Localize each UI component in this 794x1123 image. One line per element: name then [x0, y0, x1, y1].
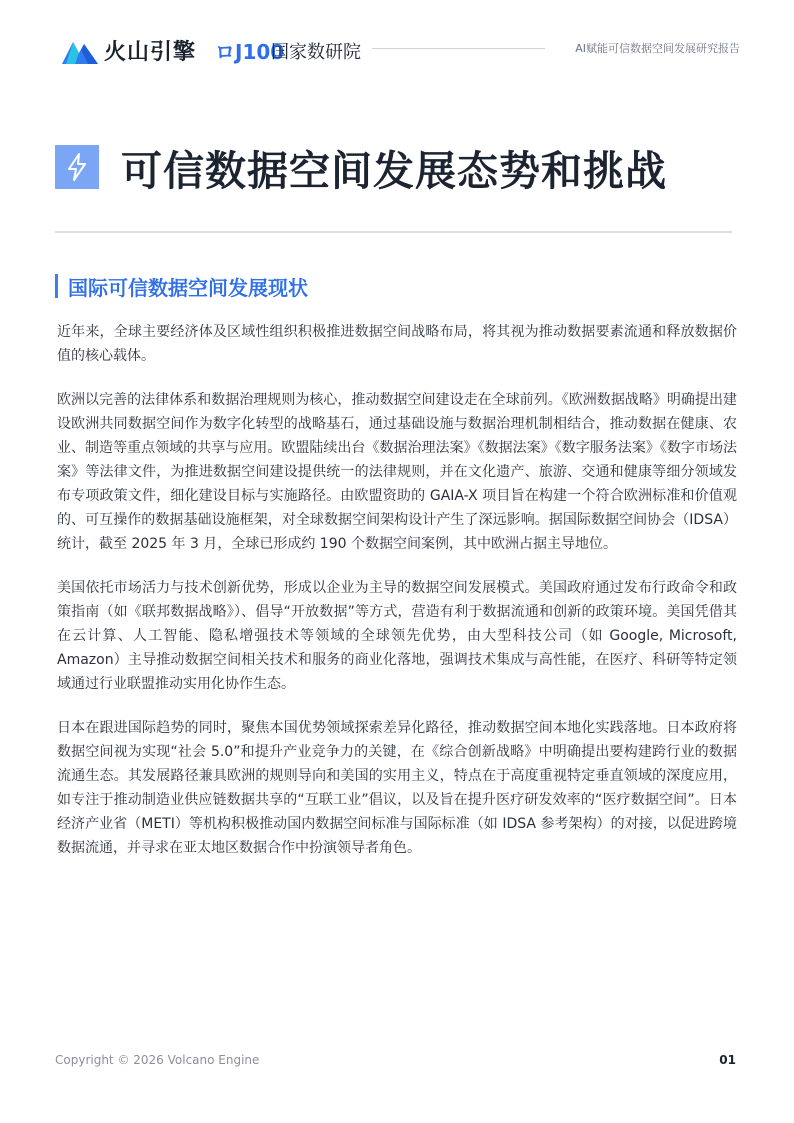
- page-title: 可信数据空间发展态势和挑战: [121, 146, 667, 195]
- report-title: AI赋能可信数据空间发展研究报告: [575, 42, 740, 55]
- mountain-logo-icon: [62, 36, 98, 64]
- header-divider: [372, 48, 545, 49]
- brand-secondary-name: 国家数研院: [271, 42, 361, 63]
- section-heading: [55, 273, 308, 299]
- paragraph-intro: 近年来，全球主要经济体及区域性组织积极推进数据空间战略布局，将其视为推动数据要素流通和释放数据价值的核心载体。: [57, 324, 737, 364]
- brand-primary-name: 火山引擎: [104, 39, 197, 65]
- section-accent-bar: [55, 274, 58, 298]
- page-title-row: [55, 144, 667, 195]
- paragraph-usa: 美国依托市场活力与技术创新优势，形成以企业为主导的数据空间发展模式。美国政府通过发布行政命令和政策指南（如《联邦数据战略》）、倡导“开放数据”等方式，营造有利于数据流通和创新的政策环境。美国凭借其在云计算、人工智能、隐私增强技术等领域的全球领先优势，由大型科技公司（如 Google, Microsoft, Amazon）主导推动数据空间相关技术和服务的商业化落地，强调技术集成与高性能，在医疗、科研等特定领域通过行业联盟推动实用化协作生态。: [57, 580, 737, 692]
- title-icon-box: [55, 145, 99, 189]
- paragraph-europe: 欧洲以完善的法律体系和数据治理规则为核心，推动数据空间建设走在全球前列。《欧洲数据战略》明确提出建设欧洲共同数据空间作为数字化转型的战略基石，通过基础设施与数据治理机制相结合，推动数据在健康、农业、制造等重点领域的共享与应用。欧盟陆续出台《数据治理法案》《数据法案》《数字服务法案》《数字市场法案》等法律文件，为推进数据空间建设提供统一的法律规则，并在文化遗产、旅游、交通和健康等细分领域发布专项政策文件，细化建设目标与实施路径。由欧盟资助的 GAIA-X 项目旨在构建一个符合欧洲标准和价值观的、可互操作的数据基础设施框架，对全球数据空间架构设计产生了深远影响。据国际数据空间协会（IDSA）统计，截至 2025 年 3 月，全球已形成约 190 个数据空间案例，其中欧洲占据主导地位。: [57, 392, 737, 552]
- title-divider: [55, 231, 732, 233]
- paragraph-japan: 日本在跟进国际趋势的同时，聚焦本国优势领域探索差异化路径，推动数据空间本地化实践落地。日本政府将数据空间视为实现“社会 5.0”和提升产业竞争力的关键，在《综合创新战略》中明确提出要构建跨行业的数据流通生态。其发展路径兼具欧洲的规则导向和美国的实用主义，特点在于高度重视特定垂直领域的深度应用，如专注于推动制造业供应链数据共享的“互联工业”倡议，以及旨在提升医疗研发效率的“医疗数据空间”。日本经济产业省（METI）等机构积极推动国内数据空间标准与国际标准（如 IDSA 参考架构）的对接，以促进跨境数据流通，并寻求在亚太地区数据合作中扮演领导者角色。: [57, 720, 737, 856]
- body-text: [57, 320, 737, 880]
- page-header: [55, 30, 740, 70]
- section-title: 国际可信数据空间发展现状: [68, 275, 308, 300]
- institute-mark-icon: [215, 39, 285, 64]
- page-number: 01: [719, 1053, 736, 1067]
- institute-mark: ロJ100: [215, 40, 285, 64]
- copyright-text: Copyright © 2026 Volcano Engine: [55, 1053, 260, 1067]
- institute-logo: [215, 36, 361, 66]
- volcano-engine-logo: [62, 34, 196, 66]
- lightning-icon: [66, 153, 88, 181]
